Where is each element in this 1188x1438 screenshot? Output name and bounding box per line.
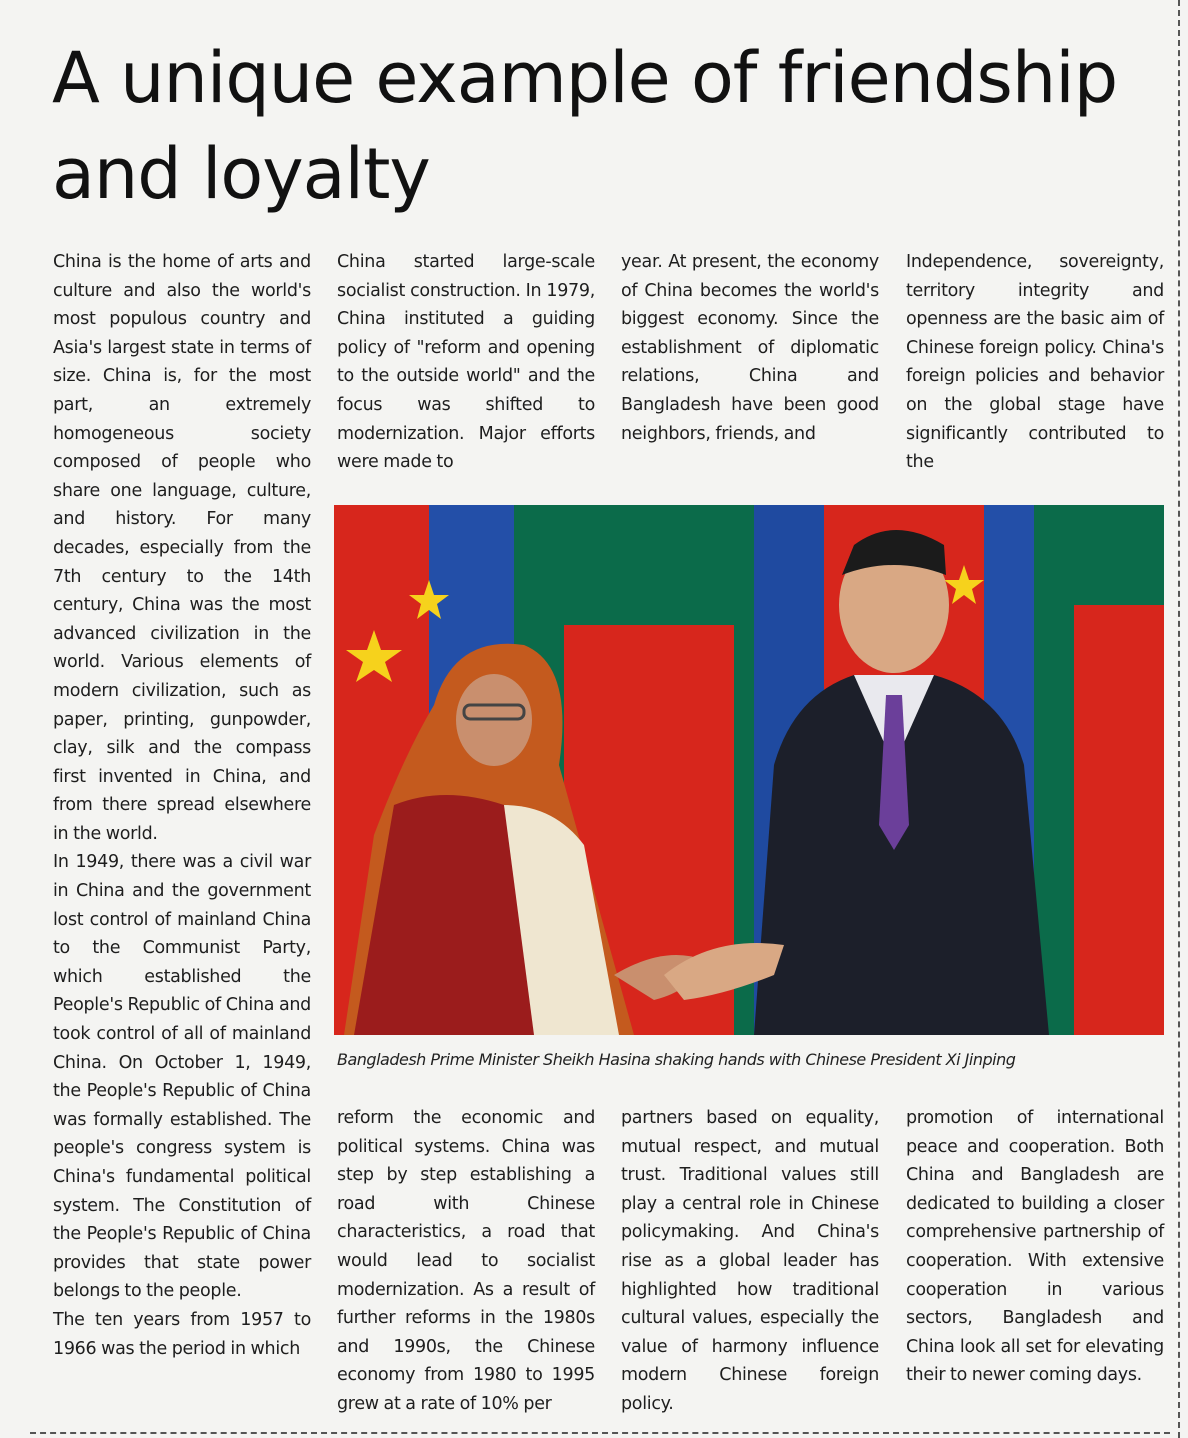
paragraph: Independence, sovereignty, territory integrity and openness are the basic aim of Chinese foreign policy. China's foreign policies and behavior on the global stage have significantly contributed to the xyxy=(906,252,1164,473)
article-column-4-top xyxy=(906,248,1164,477)
article-column-3-bottom xyxy=(621,1104,879,1419)
paragraph: China is the home of arts and culture and also the world's most populous country and Asia's largest state in terms of size. China is, for the most part, an extremely homogeneous society composed of people who share one language, culture, and history. For many decades, especially from the 7th century to the 14th century, China was the most advanced civilization in the world. Various elements of modern civilization, such as paper, printing, gunpowder, clay, silk and the compass first invented in China, and from there spread elsewhere in the world. xyxy=(53,252,311,844)
paragraph: reform the economic and political systems. China was step by step establishing a road with Chinese characteristics, a road that would lead to socialist modernization. As a result of further reforms in the 1980s and 1990s, the Chinese economy from 1980 to 1995 grew at a rate of 10% per xyxy=(337,1108,595,1414)
article-column-4-bottom xyxy=(906,1104,1164,1390)
dashed-bottom-rule xyxy=(30,1432,1170,1434)
handshake-photo-illustration xyxy=(334,505,1164,1035)
paragraph: The ten years from 1957 to 1966 was the period in which xyxy=(53,1309,311,1359)
paragraph: promotion of international peace and cooperation. Both China and Bangladesh are dedicated to building a closer comprehensive partnership of cooperation. With extensive cooperation in various sectors, Bangladesh and China look all set for elevating their to newer coming days. xyxy=(906,1108,1164,1386)
article-column-3-top xyxy=(621,248,879,448)
article-photo xyxy=(334,505,1164,1035)
article-column-2-bottom xyxy=(337,1104,595,1419)
paragraph: partners based on equality, mutual respect, and mutual trust. Traditional values still play a central role in Chinese policymaking. And China's rise as a global leader has highlighted how traditional cultural values, especially the value of harmony influence modern Chinese foreign policy. xyxy=(621,1108,879,1414)
article-column-2-top xyxy=(337,248,595,477)
dashed-column-rule xyxy=(1178,0,1180,1438)
paragraph: In 1949, there was a civil war in China and the government lost control of mainland China to the Communist Party, which established the People's Republic of China and took control of all of mainland China. On October 1, 1949, the People's Republic of China was formally established. The people's congress system is China's fundamental political system. The Constitution of the People's Republic of China provides that state power belongs to the people. xyxy=(53,852,311,1302)
article-headline: A unique example of friendship and loyalty xyxy=(52,37,1118,215)
paragraph: China started large-scale socialist construction. In 1979, China instituted a guiding policy of "reform and opening to the outside world" and the focus was shifted to modernization. Major efforts were made to xyxy=(337,252,595,473)
photo-caption: Bangladesh Prime Minister Sheikh Hasina shaking hands with Chinese President Xi Jinping xyxy=(337,1050,1016,1069)
article-column-1 xyxy=(53,248,311,1363)
paragraph: year. At present, the economy of China becomes the world's biggest economy. Since the establishment of diplomatic relations, China and Bangladesh have been good neighbors, friends, and xyxy=(621,252,879,444)
